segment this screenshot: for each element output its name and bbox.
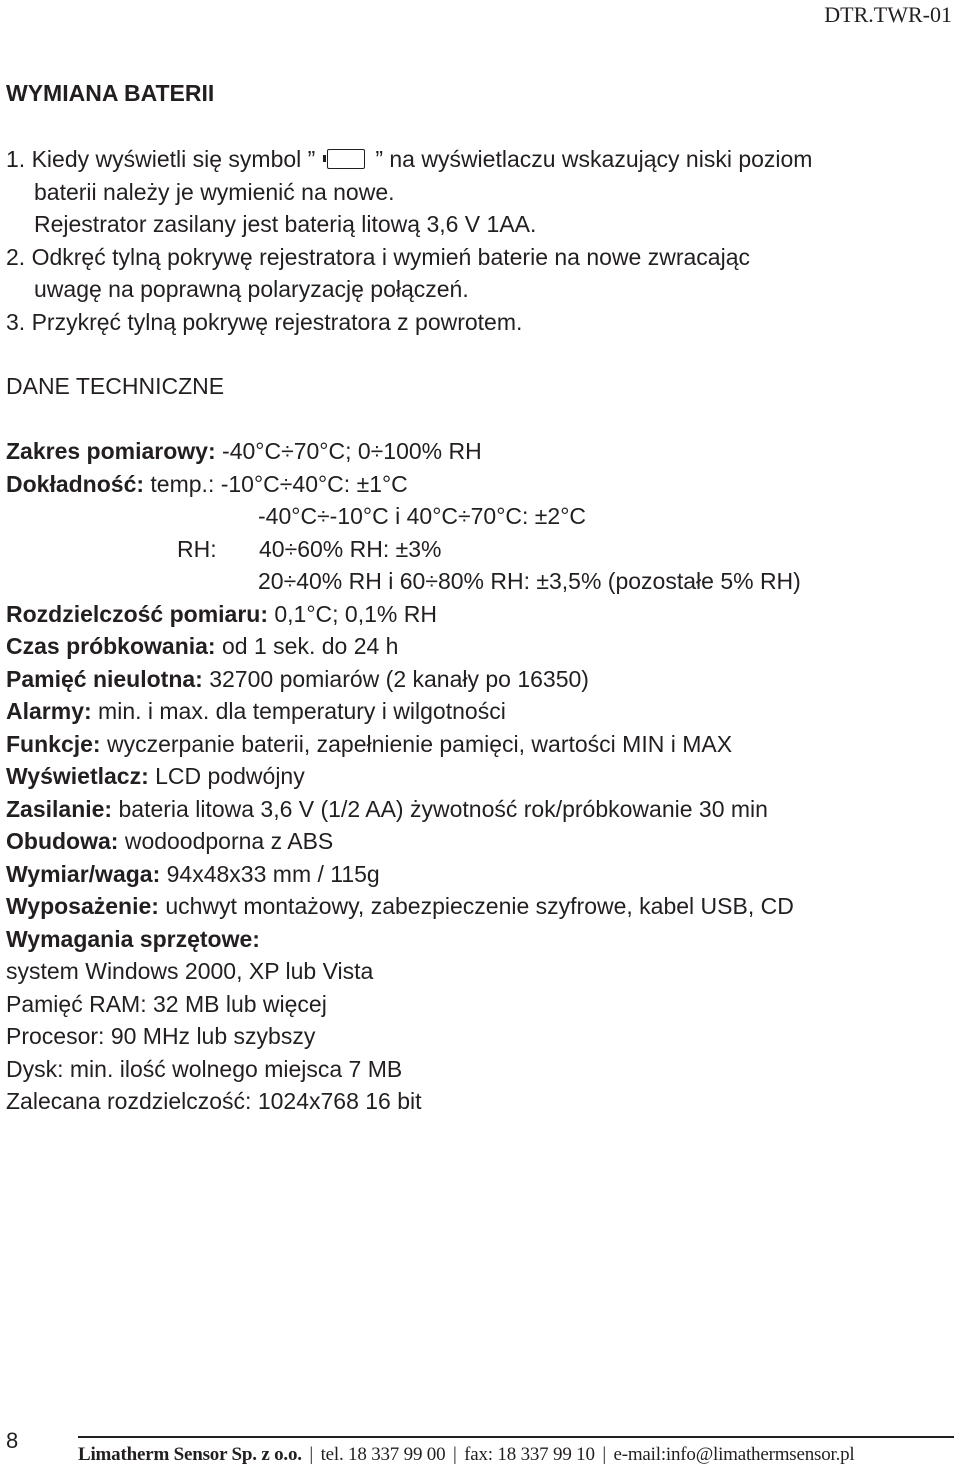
spec-functions: Funkcje: wyczerpanie baterii, zapełnienie pamięci, wartości MIN i MAX xyxy=(6,730,733,757)
battery-steps xyxy=(6,143,812,338)
battery-low-icon xyxy=(327,149,365,169)
spec-accuracy-temp-2: -40°C÷-10°C i 40°C÷70°C: ±2°C xyxy=(258,503,587,529)
spec-alarms: Alarmy: min. i max. dla temperatury i wilgotności xyxy=(6,698,506,724)
tech-specs xyxy=(6,435,801,1118)
footer-company: Limatherm Sensor Sp. z o.o. xyxy=(78,1444,302,1465)
step-1-line-3: Rejestrator zasilany jest baterią litową 3,6 V 1AA. xyxy=(34,211,537,237)
page-number: 8 xyxy=(6,1428,19,1453)
spec-requirements-label: Wymagania sprzętowe: xyxy=(6,925,260,952)
spec-housing: Obudowa: wodoodporna z ABS xyxy=(6,828,334,854)
spec-resolution: Rozdzielczość pomiaru: 0,1°C; 0,1% RH xyxy=(6,600,437,627)
battery-section-title: WYMIANA BATERII xyxy=(6,80,215,106)
footer-divider xyxy=(78,1436,954,1438)
spec-display: Wyświetlacz: LCD podwójny xyxy=(6,763,305,789)
spec-power: Zasilanie: bateria litowa 3,6 V (1/2 AA) żywotność rok/próbkowanie 30 min xyxy=(6,795,768,822)
requirement-cpu: Procesor: 90 MHz lub szybszy xyxy=(6,1023,316,1049)
requirement-disk: Dysk: min. ilość wolnego miejsca 7 MB xyxy=(6,1055,403,1082)
footer-separator: | xyxy=(597,1444,611,1465)
spec-range: Zakres pomiarowy: -40°C÷70°C; 0÷100% RH xyxy=(6,438,482,464)
spec-accuracy-rh-2: 20÷40% RH i 60÷80% RH: ±3,5% (pozostałe 5% RH) xyxy=(258,568,801,594)
requirement-ram: Pamięć RAM: 32 MB lub więcej xyxy=(6,990,327,1017)
footer xyxy=(78,1444,855,1466)
requirement-os: system Windows 2000, XP lub Vista xyxy=(6,958,374,984)
footer-separator: | xyxy=(304,1444,318,1465)
step-1-line-2: baterii należy je wymienić na nowe. xyxy=(34,178,395,205)
step-1-line-1: 1. Kiedy wyświetli się symbol ” ” na wyświetlaczu wskazujący niski poziom xyxy=(6,146,813,172)
spec-dimensions: Wymiar/waga: 94x48x33 mm / 115g xyxy=(6,860,380,887)
spec-memory: Pamięć nieulotna: 32700 pomiarów (2 kanały po 16350) xyxy=(6,665,589,692)
step-2-line-1: 2. Odkręć tylną pokrywę rejestratora i wymień baterie na nowe zwracając xyxy=(6,243,750,270)
document-code: DTR.TWR-01 xyxy=(824,2,952,27)
step-2-line-2: uwagę na poprawną polaryzację połączeń. xyxy=(34,276,469,302)
footer-fax: fax: 18 337 99 10 xyxy=(464,1444,595,1465)
tech-section-title: DANE TECHNICZNE xyxy=(6,373,225,399)
spec-sampling: Czas próbkowania: od 1 sek. do 24 h xyxy=(6,633,399,659)
step-3: 3. Przykręć tylną pokrywę rejestratora z powrotem. xyxy=(6,308,523,335)
spec-accuracy-rh-1: RH: 40÷60% RH: ±3% xyxy=(177,535,442,562)
spec-accuracy: Dokładność: temp.: -10°C÷40°C: ±1°C xyxy=(6,470,408,497)
footer-email[interactable]: e-mail:info@limathermsensor.pl xyxy=(613,1444,855,1465)
spec-equipment: Wyposażenie: uchwyt montażowy, zabezpieczenie szyfrowe, kabel USB, CD xyxy=(6,893,794,919)
footer-tel: tel. 18 337 99 00 xyxy=(320,1444,446,1465)
footer-separator: | xyxy=(448,1444,462,1465)
requirement-resolution: Zalecana rozdzielczość: 1024x768 16 bit xyxy=(6,1088,422,1114)
